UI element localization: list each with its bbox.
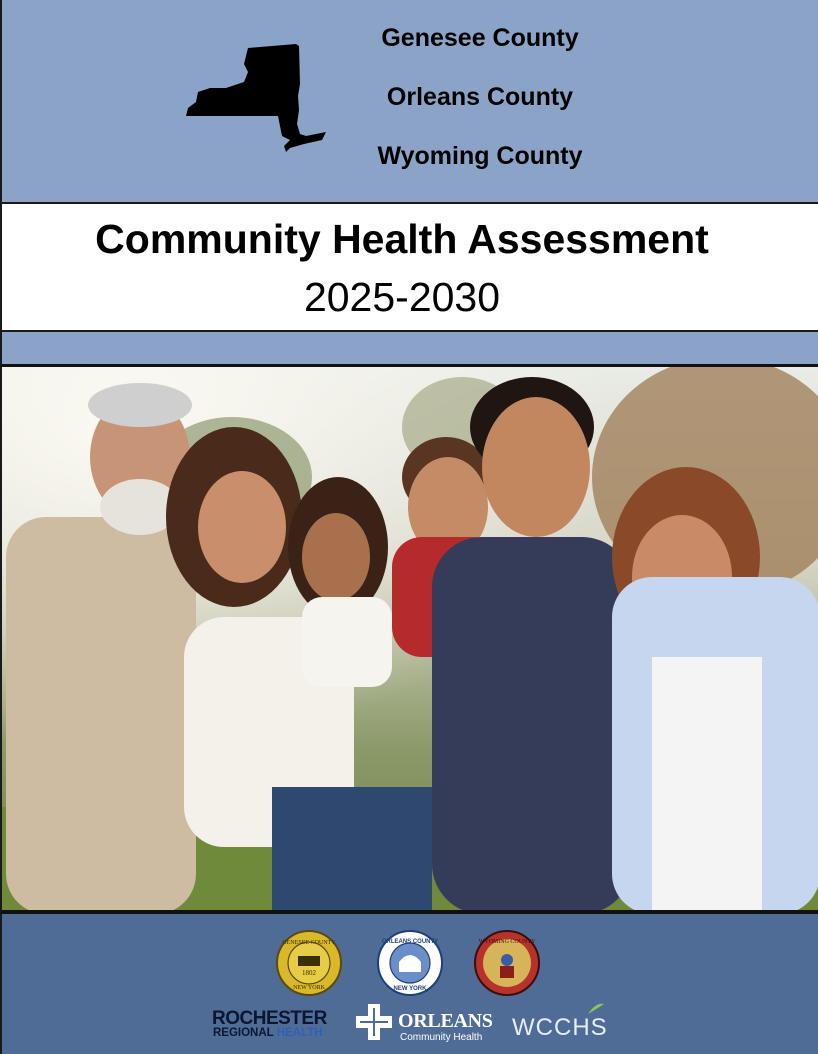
wcchs-logo [512,1010,612,1046]
svg-text:WYOMING COUNTY: WYOMING COUNTY [478,939,536,945]
svg-text:NEW YORK: NEW YORK [393,986,427,992]
svg-text:1802: 1802 [302,969,316,977]
family-photo [0,367,818,914]
rrh-health: HEALTH [276,1027,323,1039]
header-band [0,0,818,202]
rrh-regional: REGIONAL [213,1027,274,1039]
footer-logos [0,914,818,1054]
new-york-state-map-icon [186,44,328,152]
rochester-regional-health-logo [212,1008,332,1042]
orleans-county-seal-icon [377,930,443,996]
wyoming-county-seal-icon [474,930,540,996]
rrh-line1: ROCHESTER [212,1008,327,1029]
county-genesee: Genesee County [381,24,579,52]
och-name: ORLEANS [398,1010,493,1032]
svg-text:NEW YORK: NEW YORK [293,985,325,991]
family-photo-illustration [2,367,818,914]
report-years: 2025-2030 [303,274,501,320]
wcchs-name: WCCHS [512,1014,608,1041]
genesee-county-seal-icon [276,930,342,996]
report-title: Community Health Assessment [95,216,709,262]
county-wyoming: Wyoming County [377,142,583,170]
svg-text:GENESEE COUNTY: GENESEE COUNTY [282,940,336,946]
orleans-community-health-logo [354,1002,494,1046]
svg-text:ORLEANS COUNTY: ORLEANS COUNTY [381,939,439,945]
divider-strip [0,332,818,367]
och-subtitle: Community Health [400,1032,483,1043]
rrh-line2 [213,1027,322,1039]
title-band [0,202,818,332]
county-orleans: Orleans County [386,83,574,111]
medical-cross-icon [354,1002,394,1042]
